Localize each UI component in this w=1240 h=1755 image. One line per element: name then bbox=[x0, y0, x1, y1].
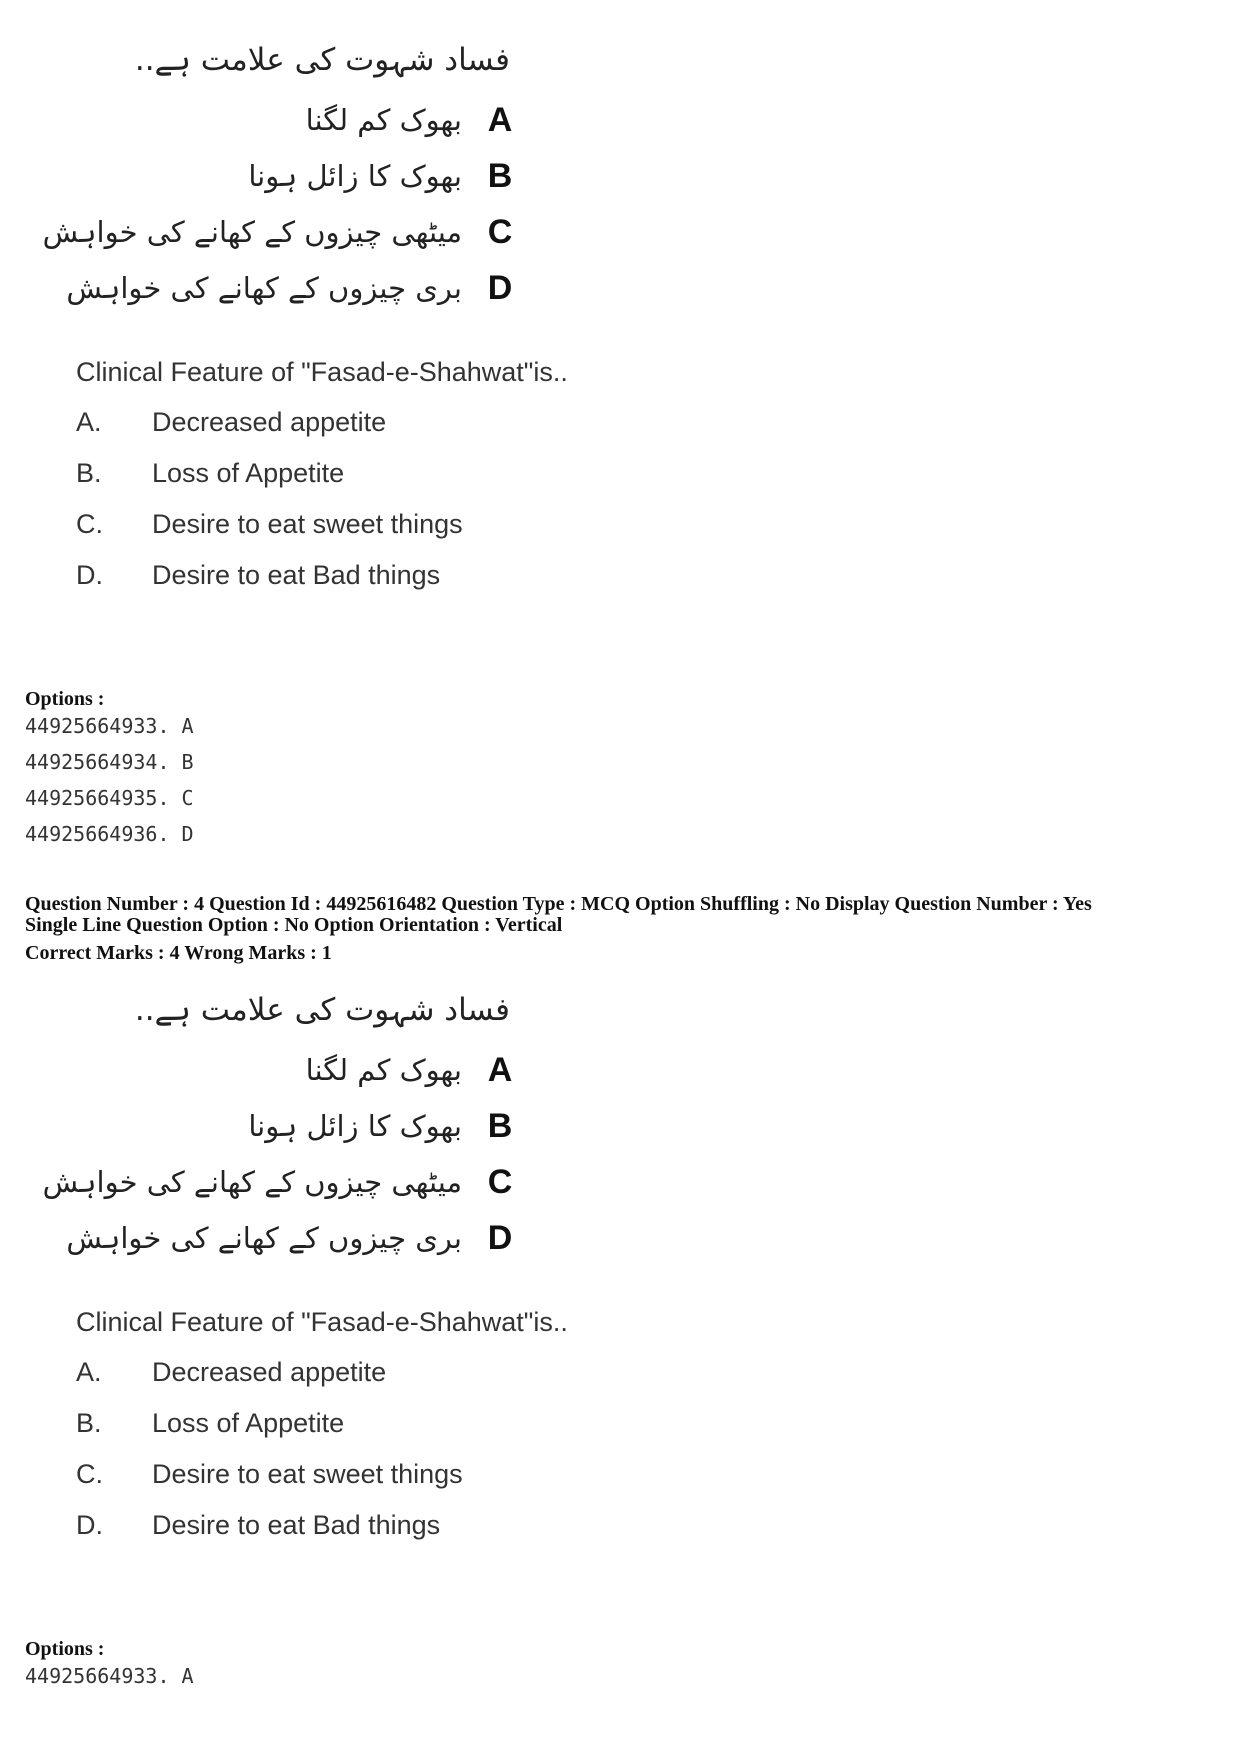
urdu-option-letter: A bbox=[487, 101, 513, 139]
question-meta-line: Single Line Question Option : No Option Orientation : Vertical bbox=[25, 914, 563, 936]
urdu-option-b bbox=[40, 1098, 520, 1154]
option-id-line: 44925664936. D bbox=[25, 822, 194, 846]
urdu-option-d bbox=[40, 260, 520, 316]
urdu-option-d bbox=[40, 1210, 520, 1266]
urdu-option-letter: C bbox=[487, 213, 513, 251]
urdu-option-letter: B bbox=[487, 157, 513, 195]
english-option-label: A. bbox=[76, 407, 102, 437]
options-heading: Options : bbox=[25, 1638, 105, 1660]
urdu-option-a bbox=[40, 1042, 520, 1098]
option-id-line: 44925664933. A bbox=[25, 1664, 194, 1688]
urdu-option-text: بری چیزوں کے کھانے کی خواہش bbox=[66, 1221, 462, 1255]
option-id-line: 44925664933. A bbox=[25, 714, 194, 738]
option-id-line: 44925664935. C bbox=[25, 786, 194, 810]
urdu-option-text: بھوک کا زائل ہونا bbox=[248, 159, 462, 193]
english-option-d bbox=[76, 555, 576, 595]
urdu-option-c bbox=[40, 204, 520, 260]
urdu-option-a bbox=[40, 92, 520, 148]
english-option-label: C. bbox=[76, 509, 103, 539]
english-option-label: B. bbox=[76, 1408, 102, 1438]
english-option-text: Decreased appetite bbox=[152, 407, 387, 437]
urdu-option-letter: B bbox=[487, 1107, 513, 1145]
urdu-option-text: بری چیزوں کے کھانے کی خواہش bbox=[66, 271, 462, 305]
question-image bbox=[40, 30, 600, 590]
english-option-text: Desire to eat sweet things bbox=[152, 1459, 463, 1489]
english-option-text: Loss of Appetite bbox=[152, 1408, 345, 1438]
english-option-d bbox=[76, 1505, 576, 1545]
english-option-a bbox=[76, 1352, 576, 1392]
urdu-option-text: بھوک کم لگنا bbox=[305, 1053, 462, 1087]
question-meta-line: Question Number : 4 Question Id : 44925616482 Question Type : MCQ Option Shuffling : No Display Question Number : Yes bbox=[25, 893, 1092, 915]
urdu-question-title: فساد شہوت کی علامت ہے.. bbox=[134, 992, 510, 1028]
question-image bbox=[40, 980, 600, 1540]
english-option-label: B. bbox=[76, 458, 102, 488]
english-option-text: Decreased appetite bbox=[152, 1357, 387, 1387]
english-option-text: Desire to eat Bad things bbox=[152, 560, 441, 590]
option-id-line: 44925664934. B bbox=[25, 750, 194, 774]
english-option-a bbox=[76, 402, 576, 442]
english-option-b bbox=[76, 453, 576, 493]
urdu-option-letter: D bbox=[487, 1219, 513, 1257]
english-option-label: C. bbox=[76, 1459, 103, 1489]
english-option-text: Desire to eat Bad things bbox=[152, 1510, 441, 1540]
urdu-option-text: میٹھی چیزوں کے کھانے کی خواہش bbox=[42, 1165, 462, 1199]
english-option-text: Desire to eat sweet things bbox=[152, 509, 463, 539]
urdu-option-b bbox=[40, 148, 520, 204]
english-option-label: A. bbox=[76, 1357, 102, 1387]
english-option-b bbox=[76, 1403, 576, 1443]
english-option-c bbox=[76, 504, 576, 544]
english-option-label: D. bbox=[76, 1510, 103, 1540]
english-question-title: Clinical Feature of "Fasad-e-Shahwat"is.. bbox=[76, 1307, 568, 1337]
english-option-label: D. bbox=[76, 560, 103, 590]
question-marks-line: Correct Marks : 4 Wrong Marks : 1 bbox=[25, 942, 332, 964]
urdu-option-letter: D bbox=[487, 269, 513, 307]
urdu-option-text: بھوک کم لگنا bbox=[305, 103, 462, 137]
urdu-question-title: فساد شہوت کی علامت ہے.. bbox=[134, 42, 510, 78]
urdu-option-letter: A bbox=[487, 1051, 513, 1089]
english-question-title: Clinical Feature of "Fasad-e-Shahwat"is.. bbox=[76, 357, 568, 387]
english-option-text: Loss of Appetite bbox=[152, 458, 345, 488]
options-heading: Options : bbox=[25, 688, 105, 710]
english-option-c bbox=[76, 1454, 576, 1494]
urdu-option-c bbox=[40, 1154, 520, 1210]
urdu-option-text: بھوک کا زائل ہونا bbox=[248, 1109, 462, 1143]
urdu-option-letter: C bbox=[487, 1163, 513, 1201]
urdu-option-text: میٹھی چیزوں کے کھانے کی خواہش bbox=[42, 215, 462, 249]
